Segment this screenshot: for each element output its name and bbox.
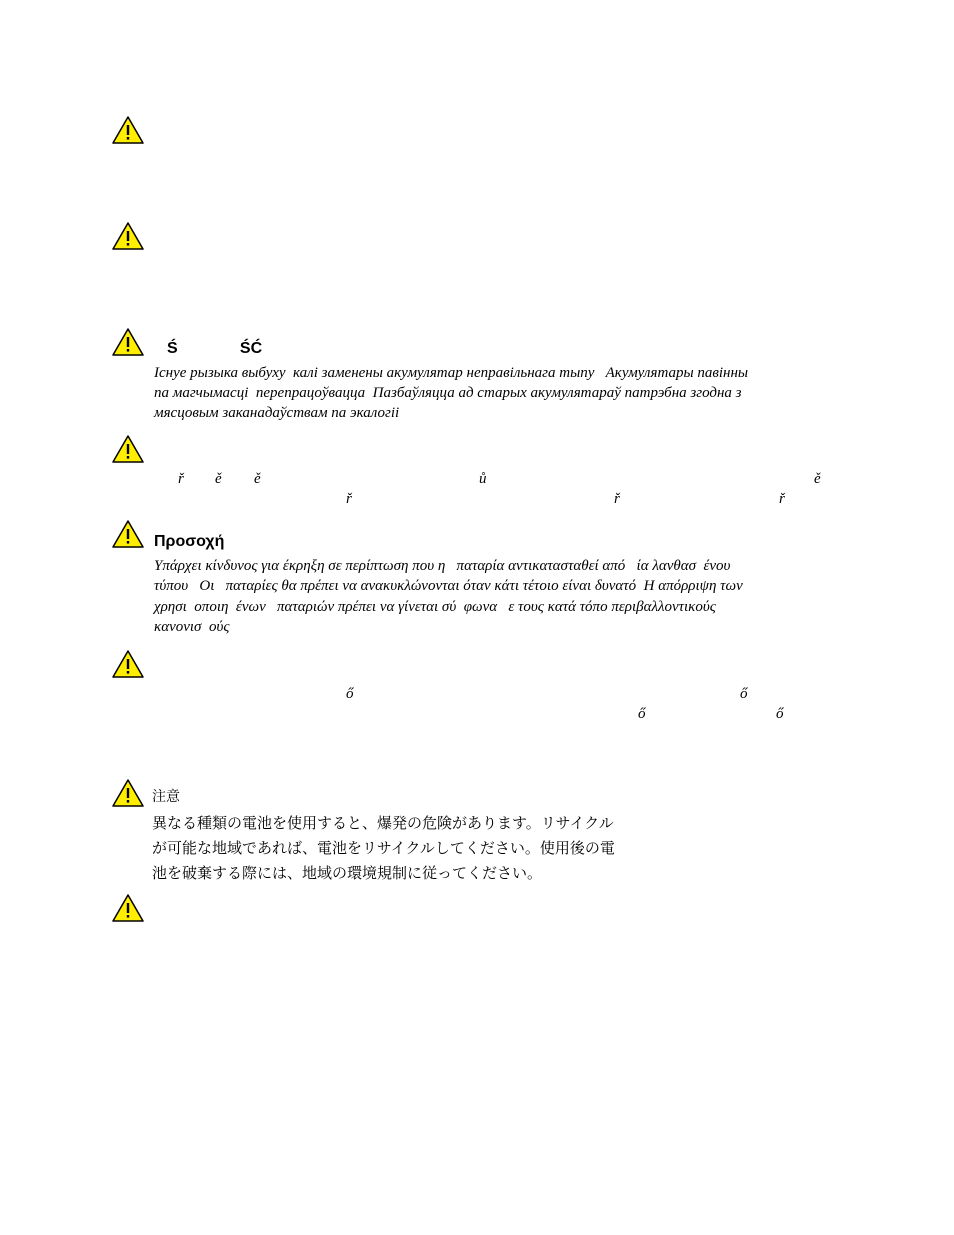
greek-line: Υπάρχει κίνδυνος για έκρηξη σε περίπτωση που η παταρία αντικατασταθεί από ία λανθασ ένου (154, 558, 731, 574)
warning-triangle-icon (111, 327, 145, 357)
czech-fragment: ř (614, 491, 620, 507)
czech-fragment: ě (215, 471, 222, 487)
warning-triangle-icon (111, 519, 145, 549)
hungarian-fragment: ő (346, 686, 354, 702)
belarusian-heading: Ś ŚĆ (167, 340, 263, 357)
warning-triangle-icon (111, 893, 145, 923)
hungarian-fragment: ő (638, 706, 646, 722)
japanese-line: 異なる種類の電池を使用すると、爆発の危険があります。リサイクル (152, 814, 614, 832)
czech-fragment: ř (178, 471, 184, 487)
belarusian-line: Існуе рызыка выбуху калі заменены акумулятар неправільнага тыпу Акумулятары павінны (154, 365, 749, 381)
czech-fragment: ř (346, 491, 352, 507)
czech-fragment: ě (254, 471, 261, 487)
belarusian-line: мясцовым заканадаўствам па экалогіі (154, 405, 400, 421)
japanese-heading: 注意 (152, 789, 180, 805)
warning-triangle-icon (111, 434, 145, 464)
belarusian-line: па магчымасці перепрацоўвацца Пазбаўляцца ад старых акумулятараў патрэбна згодна з (154, 385, 742, 401)
greek-line: κανονισ ούς (154, 619, 230, 635)
warning-triangle-icon (111, 778, 145, 808)
warning-triangle-icon (111, 649, 145, 679)
czech-fragment: ř (779, 491, 785, 507)
warning-triangle-icon (111, 221, 145, 251)
greek-line: χρησι οποιη ένων παταριών πρέπει να γίνεται σύ φωνα ε τους κατά τόπο περιβαλλοντικούς (154, 599, 716, 615)
hungarian-fragment: ő (776, 706, 784, 722)
greek-heading: Προσοχή (154, 533, 225, 550)
warning-triangle-icon (111, 115, 145, 145)
greek-line: τύπου Οι παταρίες θα πρέπει να ανακυκλώνονται όταν κάτι τέτοιο είναι δυνατό Η απόρριψη των (154, 578, 743, 594)
japanese-line: が可能な地域であれば、電池をリサイクルしてください。使用後の電 (152, 839, 615, 857)
hungarian-fragment: ő (740, 686, 748, 702)
czech-fragment: ě (814, 471, 821, 487)
japanese-line: 池を破棄する際には、地域の環境規制に従ってください。 (152, 864, 543, 882)
czech-fragment: ů (479, 471, 487, 487)
